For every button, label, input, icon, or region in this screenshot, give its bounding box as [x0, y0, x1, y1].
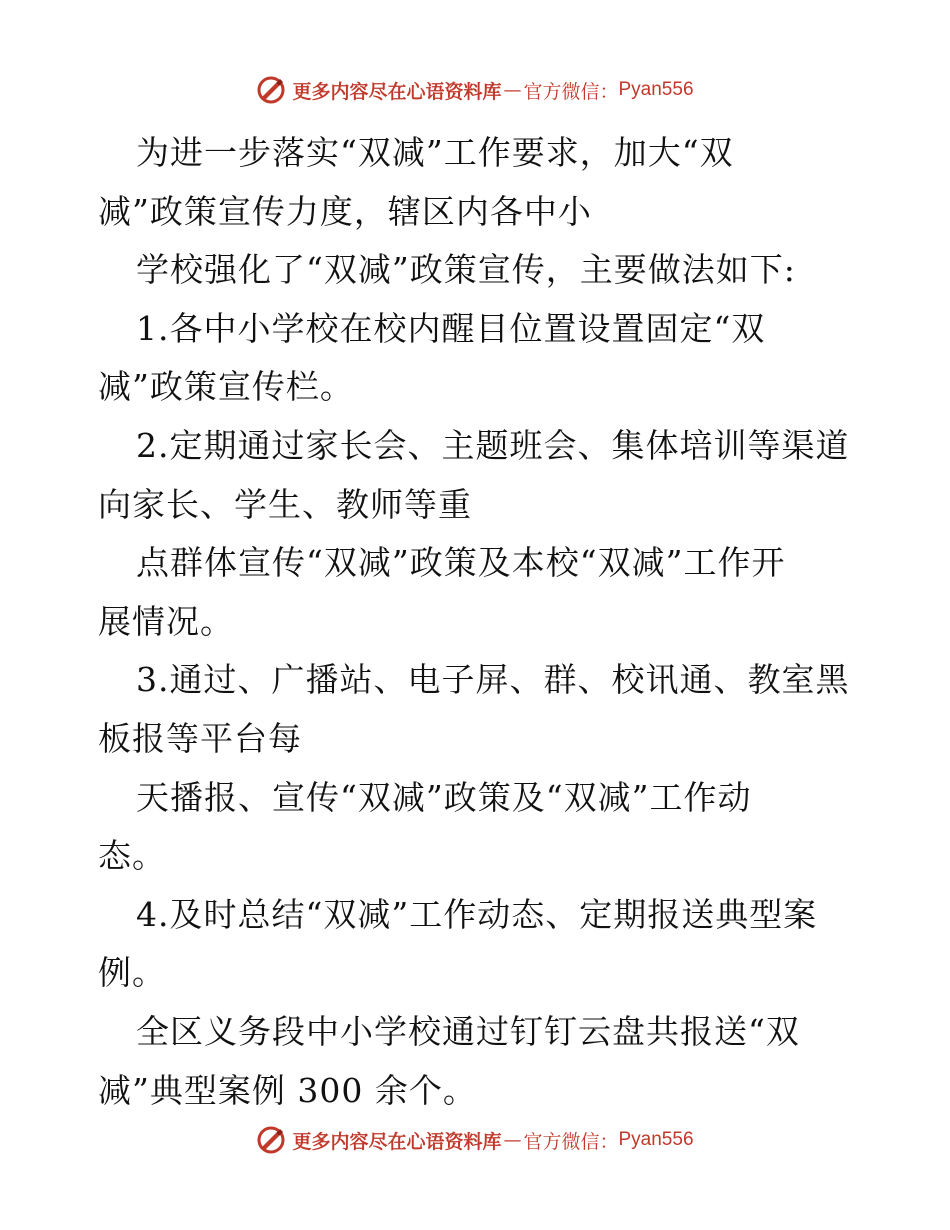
text-line: 向家长、学生、教师等重 — [98, 484, 472, 524]
pen-logo-icon — [256, 1125, 286, 1155]
text-line: 态。 — [98, 836, 166, 876]
banner-main-text: 更多内容尽在心语资料库 — [292, 1130, 502, 1153]
text-line: 展情况。 — [98, 601, 234, 641]
text-line: 减”政策宣传力度，辖区内各中小 — [98, 191, 592, 231]
banner-contact-label: 官方微信： — [523, 1130, 619, 1153]
text-line: 全区义务段中小学校通过钉钉云盘共报送“双 — [136, 1011, 800, 1051]
footer-banner — [0, 1120, 950, 1160]
text-line: 3.通过、广播站、电子屏、群、校讯通、教室黑 — [136, 660, 850, 700]
text-line: 减”政策宣传栏。 — [98, 367, 354, 407]
text-line: 为进一步落实“双减”工作要求，加大“双 — [136, 133, 734, 172]
banner-contact-id: Pyan556 — [618, 79, 694, 100]
banner-separator: — — [503, 1129, 522, 1151]
pen-logo-icon — [256, 75, 286, 105]
text-line: 2.定期通过家长会、主题班会、集体培训等渠道 — [136, 425, 850, 465]
header-banner — [0, 70, 950, 110]
text-line: 1.各中小学校在校内醒目位置设置固定“双 — [136, 308, 766, 348]
text-line: 天播报、宣传“双减”政策及“双减”工作动 — [136, 777, 752, 817]
text-line: 4.及时总结“双减”工作动态、定期报送典型案 — [136, 894, 818, 934]
text-line: 例。 — [98, 953, 166, 993]
banner-contact-id: Pyan556 — [618, 1129, 694, 1150]
banner-contact-label: 官方微信： — [523, 80, 619, 103]
document-body — [98, 124, 858, 1120]
text-line: 减”典型案例 300 余个。 — [98, 1070, 477, 1110]
text-line: 板报等平台每 — [98, 718, 302, 758]
text-line: 学校强化了“双减”政策宣传，主要做法如下: — [136, 250, 796, 290]
banner-separator: — — [503, 79, 522, 101]
text-line: 点群体宣传“双减”政策及本校“双减”工作开 — [136, 543, 786, 583]
banner-main-text: 更多内容尽在心语资料库 — [292, 80, 502, 103]
